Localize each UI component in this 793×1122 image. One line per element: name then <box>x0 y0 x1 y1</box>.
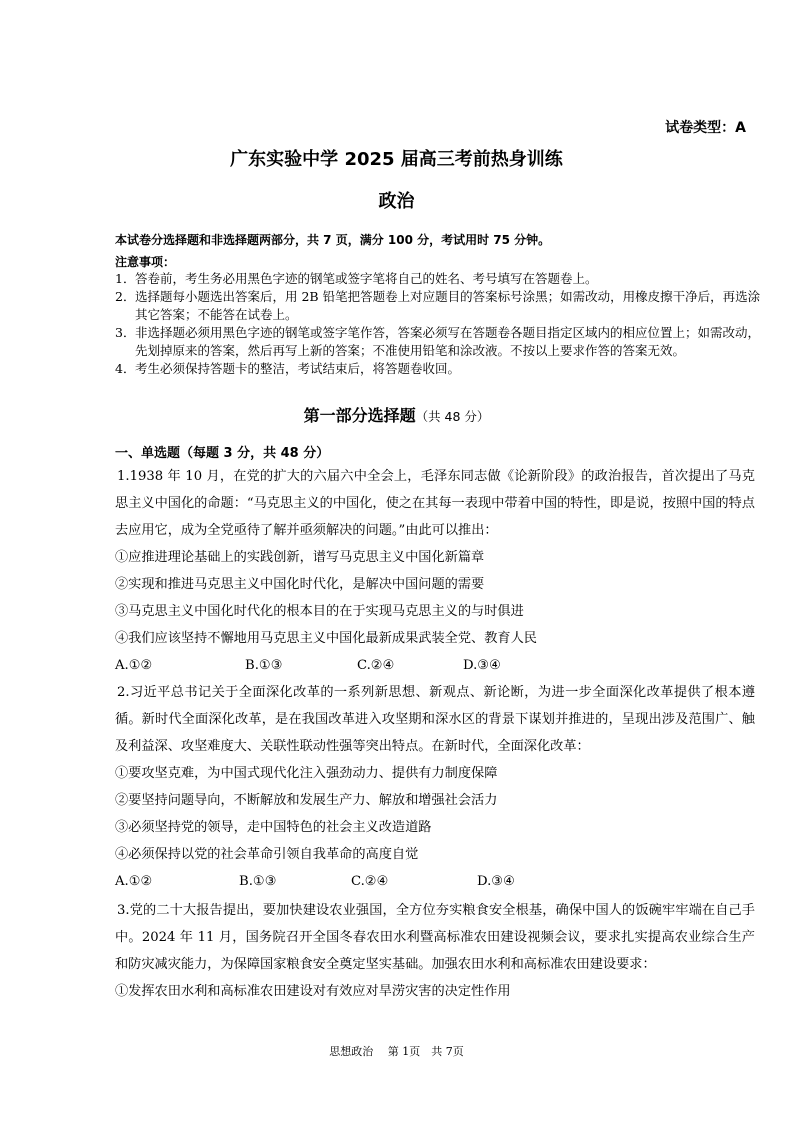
notice-item <box>115 270 765 288</box>
notice-text: 选择题每小题选出答案后，用 2B 铅笔把答题卷上对应题目的答案标号涂黑；如需改动，用橡皮擦干净后，再选涂其它答案；不能答在试卷上。 <box>135 289 761 322</box>
answer-choices <box>115 868 755 895</box>
question-option: ②要坚持问题导向，不断解放和发展生产力、解放和增强社会活力 <box>115 793 498 808</box>
question-option: ①要攻坚克难，为中国式现代化注入强劲动力、提供有力制度保障 <box>115 766 498 781</box>
notice-item <box>115 360 765 378</box>
choice-b: B.①③ <box>245 658 283 673</box>
part-title <box>0 403 793 426</box>
choice-c: C.②④ <box>351 874 389 889</box>
question-option: ④必须保持以党的社会革命引领自我革命的高度自觉 <box>115 847 419 862</box>
notice-title: 注意事项： <box>115 255 176 269</box>
exam-title: 广东实验中学 2025 届高三考前热身训练 <box>230 149 563 170</box>
question-option: ④我们应该坚持不懈地用马克思主义中国化最新成果武装全党、教育人民 <box>115 631 537 646</box>
notice-text: 非选择题必须用黑色字迹的钢笔或签字笔作答，答案必须写在答题卷各题目指定区域内的相应位置上；如需改动，先划掉原来的答案，然后再写上新的答案；不准使用铅笔和涂改液。不按以上要求作答的答案无效。 <box>135 325 761 358</box>
question-2 <box>115 679 755 895</box>
choice-d: D.③④ <box>463 658 501 673</box>
question-option: ③必须坚持党的领导，走中国特色的社会主义改造道路 <box>115 820 432 835</box>
notice-list <box>115 270 765 378</box>
answer-choices <box>115 652 755 679</box>
notice-number: 4． <box>115 361 136 376</box>
question-option: ②实现和推进马克思主义中国化时代化，是解决中国问题的需要 <box>115 577 485 592</box>
exam-intro: 本试卷分选择题和非选择题两部分，共 7 页，满分 100 分，考试用时 75 分钟。 <box>115 233 551 247</box>
question-stem: 1.1938 年 10 月，在党的扩大的六届六中全会上，毛泽东同志做《论新阶段》的政治报告，首次提出了马克思主义中国化的命题：“马克思主义的中国化，使之在其每一表现中带着中国的特性，即是说，按照中国的特点去应用它，成为全党亟待了解并亟须解决的问题。”由此可以推出： <box>115 469 755 538</box>
question-stem: 2.习近平总书记关于全面深化改革的一系列新思想、新观点、新论断，为进一步全面深化改革提供了根本遵循。新时代全面深化改革，是在我国改革进入攻坚期和深水区的背景下谋划并推进的，呈现出涉及范围广、触及利益深、攻坚难度大、关联性联动性强等突出特点。在新时代，全面深化改革： <box>115 685 755 754</box>
part-title-text: 第一部分选择题 <box>303 406 416 425</box>
page-footer: 思想政治 第 1页 共 7页 <box>329 1045 464 1058</box>
notice-number: 1． <box>115 271 136 286</box>
notice-number: 3． <box>115 325 136 340</box>
choice-b: B.①③ <box>239 874 277 889</box>
notice-text: 答卷前，考生务必用黑色字迹的钢笔或签字笔将自己的姓名、考号填写在答题卷上。 <box>135 271 598 286</box>
question-option: ①发挥农田水利和高标准农田建设对有效应对旱涝灾害的决定性作用 <box>115 984 511 999</box>
paper-type: 试卷类型：A <box>665 120 746 136</box>
choice-a: A.①② <box>115 658 153 673</box>
choice-d: D.③④ <box>477 874 515 889</box>
notice-item <box>115 324 765 360</box>
section-title: 一、单选题（每题 3 分，共 48 分） <box>115 446 330 461</box>
question-stem: 3.党的二十大报告提出，要加快建设农业强国，全方位夯实粮食安全根基，确保中国人的饭碗牢牢端在自己手中。2024 年 11 月，国务院召开全国冬春农田水利暨高标准农田建设视频会议，要求扎实提高农业综合生产和防灾减灾能力，为保障国家粮食安全奠定坚实基础。加强农田水利和高标准农田建设要求： <box>115 903 755 972</box>
choice-c: C.②④ <box>357 658 395 673</box>
subject-title: 政治 <box>378 191 415 212</box>
choice-a: A.①② <box>115 874 153 889</box>
notice-number: 2． <box>115 289 136 304</box>
notice-text: 考生必须保持答题卡的整洁，考试结束后，将答题卷收回。 <box>135 361 461 376</box>
notice-item <box>115 288 765 324</box>
question-option: ③马克思主义中国化时代化的根本目的在于实现马克思主义的与时俱进 <box>115 604 524 619</box>
question-1 <box>115 463 755 679</box>
question-option: ①应推进理论基础上的实践创新，谱写马克思主义中国化新篇章 <box>115 550 485 565</box>
part-subtitle: （共 48 分） <box>415 409 490 424</box>
question-3 <box>115 897 755 1005</box>
